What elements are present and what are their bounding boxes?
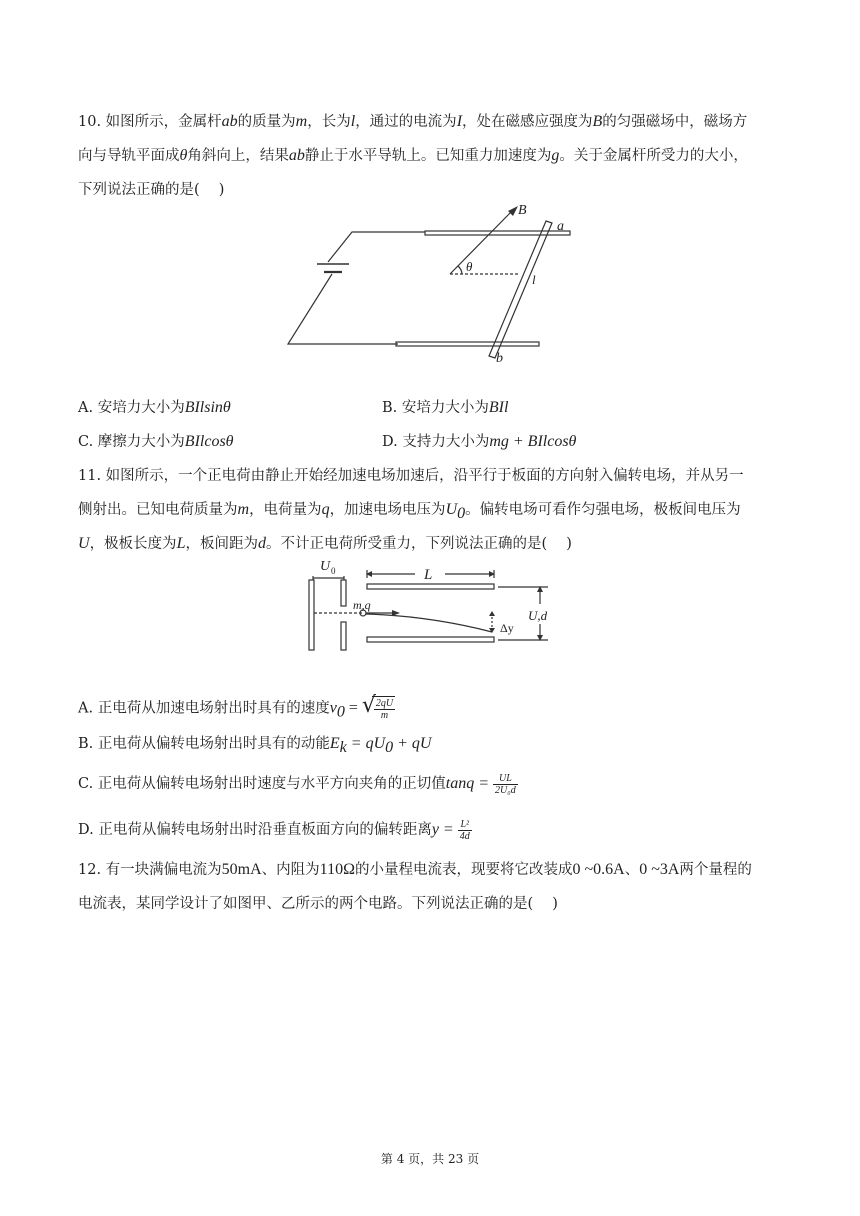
label-U0: U [320, 559, 331, 574]
q11-deflection-figure [300, 554, 570, 654]
label-a: a [557, 219, 564, 234]
q10-option-a: A. 安培力大小为BIlsinθ [78, 399, 231, 416]
q10-option-c: C. 摩擦力大小为BIlcosθ [78, 433, 234, 450]
q10-option-d: D. 支持力大小为mg + BIlcosθ [382, 433, 577, 450]
q11-option-b: B. 正电荷从偏转电场射出时具有的动能$E_k = qU_0$ + qU [78, 735, 432, 756]
q10-option-b: B. 安培力大小为BIl [382, 399, 509, 416]
label-b: b [496, 351, 503, 366]
label-l: l [532, 272, 536, 287]
q10-line-3: 下列说法正确的是( ) [78, 182, 225, 198]
q12-line-1: 12. 有一块满偏电流为50mA、内阻为110Ω的小量程电流表，现要将它改装成0 ~0.6A、0 ~3A两个量程的 [78, 861, 752, 878]
q10-line-1: 10. 如图所示，金属杆ab的质量为m，长为l，通过的电流为I，处在磁感应强度为B的匀强磁场中，磁场方 [78, 113, 748, 130]
label-Ud: U,d [528, 608, 548, 623]
q10-line-2: 向与导轨平面成θ角斜向上，结果ab静止于水平导轨上。已知重力加速度为g。关于金属杆所受力的大小， [78, 147, 748, 164]
label-theta: θ [466, 259, 473, 274]
label-L: L [424, 567, 433, 583]
label-dy: Δy [500, 621, 514, 635]
q11-option-a: A. 正电荷从加速电场射出时具有的速度$v_0$ = √ $\frac{2qU}{m}$ [78, 693, 394, 721]
q11-line-1: 11. 如图所示，一个正电荷由静止开始经加速电场加速后，沿平行于板面的方向射入偏转电场，并从另一 [78, 468, 744, 484]
q11-option-c: C. 正电荷从偏转电场射出时速度与水平方向夹角的正切值tanq = $\frac{UL}{\text{2U₀d}}$ [78, 772, 516, 796]
q12-line-2: 电流表，某同学设计了如图甲、乙所示的两个电路。下列说法正确的是( ) [78, 896, 558, 912]
q10-circuit-figure [280, 198, 580, 366]
q11-option-d: D. 正电荷从偏转电场射出时沿垂直板面方向的偏转距离y = $\frac{\text{L²}}{4d}$ [78, 818, 470, 842]
page-footer: 第 4 页，共 23 页 [380, 1152, 480, 1166]
q11-line-3: U，极板长度为L，板间距为d。不计正电荷所受重力，下列说法正确的是( ) [78, 535, 572, 552]
label-B: B [518, 203, 527, 218]
label-mq: m,q [353, 598, 371, 612]
q11-line-2: 侧射出。已知电荷质量为m，电荷量为q，加速电场电压为$U_0$。偏转电场可看作匀强电场，极板间电压为 [78, 501, 741, 522]
label-U0-sub: 0 [331, 566, 336, 576]
